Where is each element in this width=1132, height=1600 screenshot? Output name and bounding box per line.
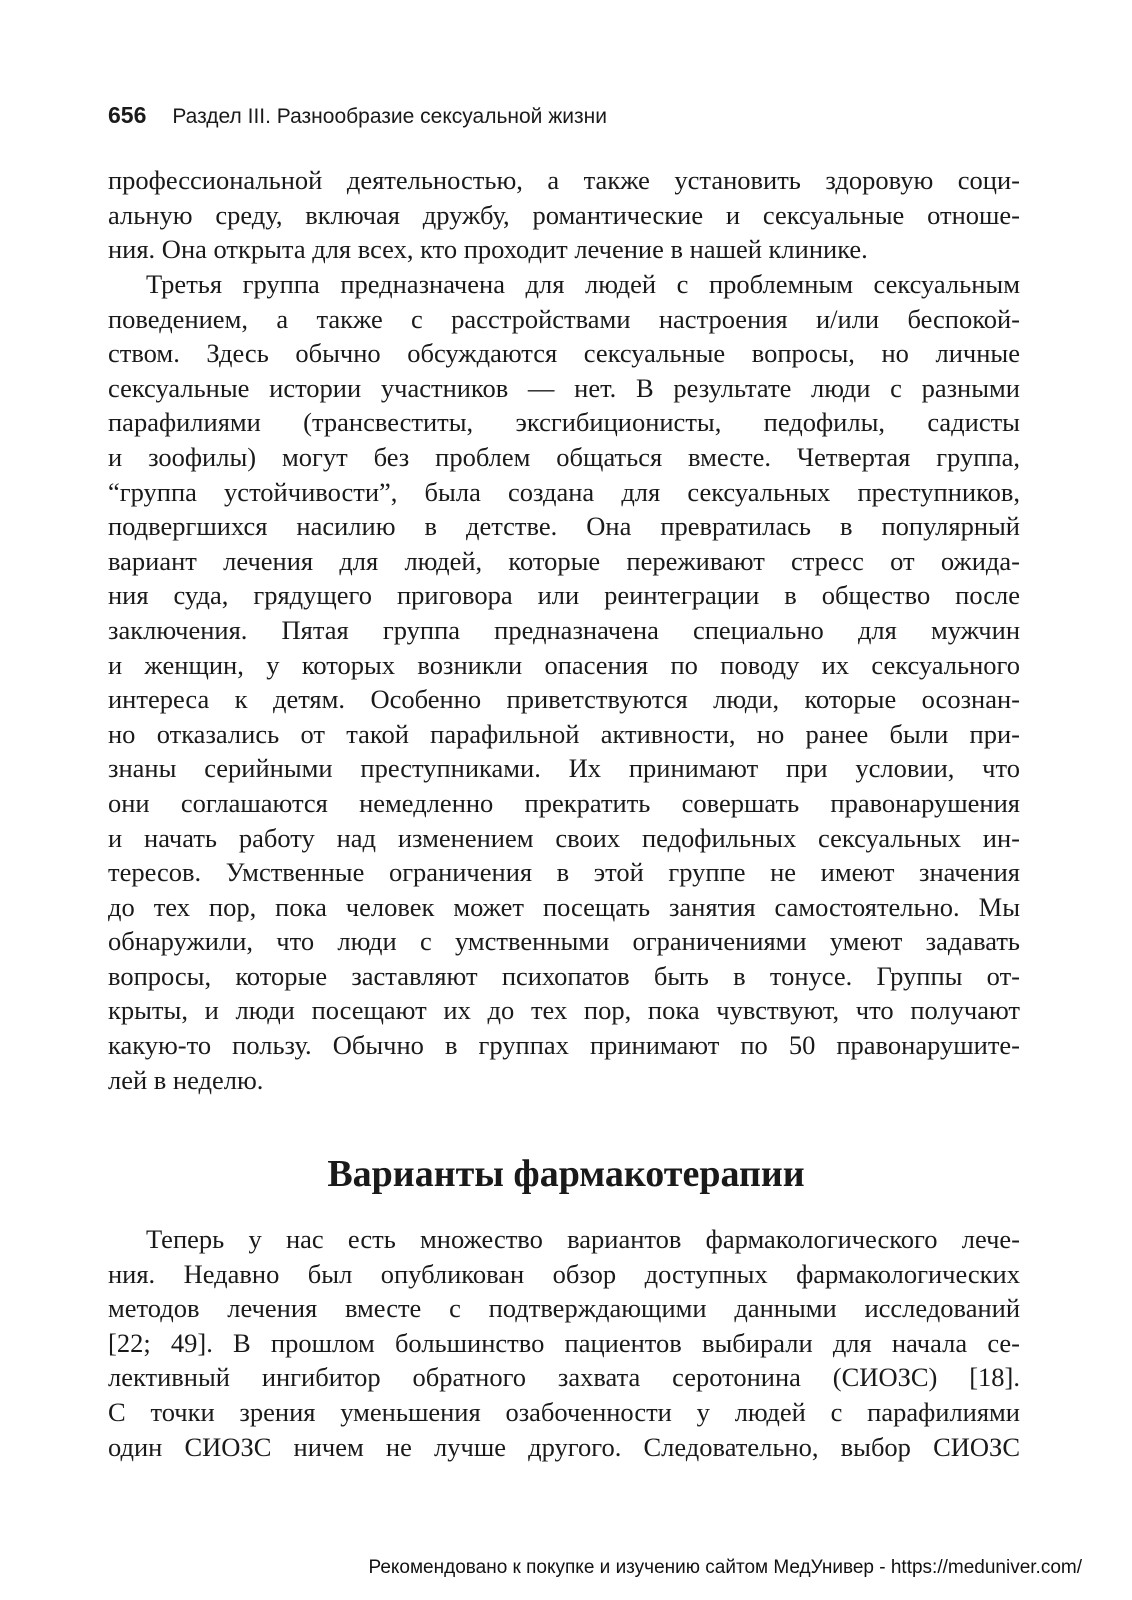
- text-line: Теперь у нас есть множество вариантов фармакологического лече-: [146, 1224, 1020, 1254]
- text-line: ния. Она открыта для всех, кто проходит лечение в нашей клинике.: [108, 234, 868, 265]
- text-line: заключения. Пятая группа предназначена специально для мужчин: [108, 614, 1020, 645]
- text-line: поведением, а также с расстройствами настроения и/или беспокой-: [108, 303, 1020, 334]
- text-line: тересов. Умственные ограничения в этой группе не имеют значения: [108, 857, 1020, 888]
- text-line: [22; 49]. В прошлом большинство пациентов выбирали для начала се-: [108, 1327, 1020, 1358]
- text-line: методов лечения вместе с подтверждающими данными исследований: [108, 1293, 1020, 1324]
- text-line: и начать работу над изменением своих педофильных сексуальных ин-: [108, 822, 1020, 853]
- watermark-link[interactable]: Рекомендовано к покупке и изучению сайтом МедУнивер - https://meduniver.com/: [368, 1557, 1082, 1578]
- text-line: до тех пор, пока человек может посещать занятия самостоятельно. Мы: [108, 891, 1020, 922]
- text-line: С точки зрения уменьшения озабоченности у людей с парафилиями: [108, 1396, 1020, 1427]
- text-line: но отказались от такой парафильной активности, но ранее были при-: [108, 718, 1020, 749]
- text-line: “группа устойчивости”, была создана для сексуальных преступников,: [108, 476, 1020, 507]
- text-line: сексуальные истории участников — нет. В результате люди с разными: [108, 372, 1020, 403]
- text-line: лей в неделю.: [108, 1064, 264, 1095]
- text-line: профессиональной деятельностью, а также установить здоровую соци-: [108, 165, 1020, 195]
- text-line: Третья группа предназначена для людей с проблемным сексуальным: [146, 269, 1020, 299]
- running-header: [108, 102, 607, 129]
- text-line: какую-то пользу. Обычно в группах принимают по 50 правонарушите-: [108, 1030, 1020, 1061]
- page-number: 656: [108, 102, 147, 128]
- text-line: и зоофилы) могут без проблем общаться вместе. Четвертая группа,: [108, 441, 1020, 472]
- text-line: крыты, и люди посещают их до тех пор, пока чувствуют, что получают: [108, 995, 1020, 1026]
- text-line: лективный ингибитор обратного захвата серотонина (СИОЗС) [18].: [108, 1362, 1020, 1393]
- text-line: ством. Здесь обычно обсуждаются сексуальные вопросы, но личные: [108, 338, 1020, 369]
- text-line: знаны серийными преступниками. Их принимают при условии, что: [108, 753, 1020, 784]
- text-line: ния суда, грядущего приговора или реинтеграции в общество после: [108, 580, 1020, 611]
- section-title: Раздел III. Разнообразие сексуальной жизни: [172, 105, 607, 128]
- paragraph-groups: [108, 267, 1020, 1097]
- text-line: альную среду, включая дружбу, романтические и сексуальные отноше-: [108, 199, 1020, 230]
- text-line: подвергшихся насилию в детстве. Она превратилась в популярный: [108, 511, 1020, 542]
- text-line: один СИОЗС ничем не лучше другого. Следовательно, выбор СИОЗС: [108, 1431, 1020, 1462]
- text-line: вопросы, которые заставляют психопатов быть в тонусе. Группы от-: [108, 960, 1020, 991]
- text-line: и женщин, у которых возникли опасения по поводу их сексуального: [108, 649, 1020, 680]
- text-line: вариант лечения для людей, которые переживают стресс от ожида-: [108, 545, 1020, 576]
- text-line: ния. Недавно был опубликован обзор доступных фармакологических: [108, 1258, 1020, 1289]
- paragraph-continued: [108, 163, 1020, 267]
- text-line: парафилиями (трансвеститы, эксгибиционисты, педофилы, садисты: [108, 407, 1020, 438]
- paragraph-pharmacotherapy: [108, 1222, 1020, 1464]
- text-line: они соглашаются немедленно прекратить совершать правонарушения: [108, 787, 1020, 818]
- section-heading: Варианты фармакотерапии: [327, 1153, 805, 1195]
- text-line: обнаружили, что люди с умственными ограничениями умеют задавать: [108, 926, 1020, 957]
- text-line: интереса к детям. Особенно приветствуются люди, которые осознан-: [108, 684, 1020, 715]
